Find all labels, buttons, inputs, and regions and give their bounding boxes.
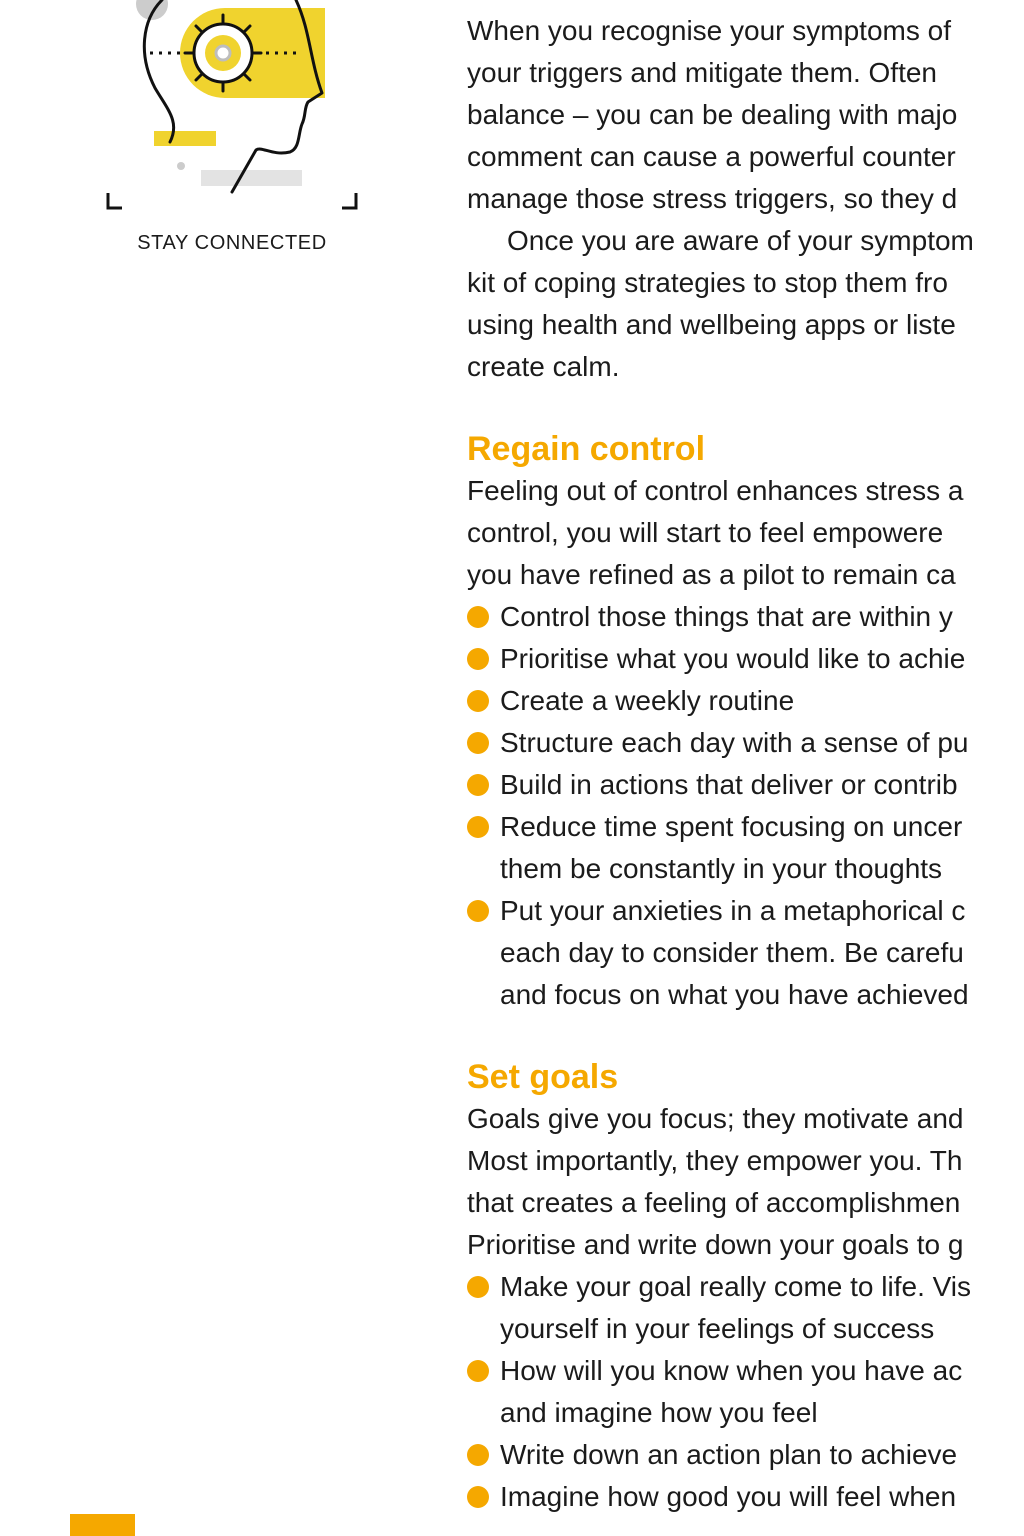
list-item-text: each day to consider them. Be carefu xyxy=(500,937,964,968)
text-line: Goals give you focus; they motivate and xyxy=(467,1103,964,1134)
text-line: that creates a feeling of accomplishmen xyxy=(467,1187,961,1218)
set-goals-paragraph xyxy=(467,1098,1024,1266)
text-line: comment can cause a powerful counter xyxy=(467,141,956,172)
bullet-dot-icon xyxy=(467,774,489,796)
text-line: balance – you can be dealing with majo xyxy=(467,99,958,130)
list-item-text: Build in actions that deliver or contrib xyxy=(500,769,958,800)
text-line: manage those stress triggers, so they d xyxy=(467,183,958,214)
list-item-text: Prioritise what you would like to achie xyxy=(500,643,966,674)
set-goals-list xyxy=(467,1266,1024,1518)
list-item xyxy=(467,638,1024,680)
list-item-text: Imagine how good you will feel when xyxy=(500,1481,957,1512)
article-body xyxy=(467,10,1024,1518)
bullet-dot-icon xyxy=(467,606,489,628)
text-line: When you recognise your symptoms of xyxy=(467,15,951,46)
list-item-text: Structure each day with a sense of pu xyxy=(500,727,969,758)
list-item xyxy=(467,764,1024,806)
bullet-dot-icon xyxy=(467,1276,489,1298)
list-item-text: yourself in your feelings of success xyxy=(500,1313,935,1344)
list-item-text: Reduce time spent focusing on uncer xyxy=(500,811,963,842)
section-heading-regain-control: Regain control xyxy=(467,430,706,468)
head-gear-icon xyxy=(100,0,370,215)
list-item-text: Control those things that are within y xyxy=(500,601,953,632)
list-item xyxy=(467,806,1024,890)
list-item-text: Make your goal really come to life. Vis xyxy=(500,1271,972,1302)
list-item-text: Put your anxieties in a metaphorical c xyxy=(500,895,966,926)
bullet-dot-icon xyxy=(467,816,489,838)
bullet-dot-icon xyxy=(467,1360,489,1382)
list-item-text: and focus on what you have achieved xyxy=(500,979,969,1010)
bullet-dot-icon xyxy=(467,1486,489,1508)
text-line: Feeling out of control enhances stress a xyxy=(467,475,964,506)
intro-paragraph-2 xyxy=(467,220,1024,388)
bullet-dot-icon xyxy=(467,1444,489,1466)
intro-paragraph xyxy=(467,10,1024,220)
regain-control-list xyxy=(467,596,1024,1016)
text-line: Prioritise and write down your goals to g xyxy=(467,1229,964,1260)
text-line: Most importantly, they empower you. Th xyxy=(467,1145,963,1176)
list-item-text: them be constantly in your thoughts xyxy=(500,853,943,884)
list-item-text: Write down an action plan to achieve xyxy=(500,1439,958,1470)
list-item xyxy=(467,1434,1024,1476)
page-corner-block xyxy=(70,1514,135,1536)
text-line: control, you will start to feel empowere xyxy=(467,517,944,548)
list-item xyxy=(467,1266,1024,1350)
section-heading-set-goals: Set goals xyxy=(467,1058,619,1096)
list-item xyxy=(467,722,1024,764)
text-line: kit of coping strategies to stop them fro xyxy=(467,267,948,298)
list-item xyxy=(467,890,1024,1016)
text-line: using health and wellbeing apps or liste xyxy=(467,309,956,340)
list-item xyxy=(467,680,1024,722)
list-item-text: How will you know when you have ac xyxy=(500,1355,963,1386)
text-line: create calm. xyxy=(467,351,620,382)
list-item-text: Create a weekly routine xyxy=(500,685,795,716)
list-item xyxy=(467,596,1024,638)
regain-control-paragraph xyxy=(467,470,1024,596)
list-item-text: and imagine how you feel xyxy=(500,1397,818,1428)
list-item xyxy=(467,1476,1024,1518)
bullet-dot-icon xyxy=(467,900,489,922)
bullet-dot-icon xyxy=(467,732,489,754)
text-line: your triggers and mitigate them. Often xyxy=(467,57,937,88)
text-line: Once you are aware of your symptom xyxy=(507,225,974,256)
illustration-caption: STAY CONNECTED xyxy=(137,232,327,254)
bullet-dot-icon xyxy=(467,690,489,712)
bullet-dot-icon xyxy=(467,648,489,670)
list-item xyxy=(467,1350,1024,1434)
text-line: you have refined as a pilot to remain ca xyxy=(467,559,956,590)
